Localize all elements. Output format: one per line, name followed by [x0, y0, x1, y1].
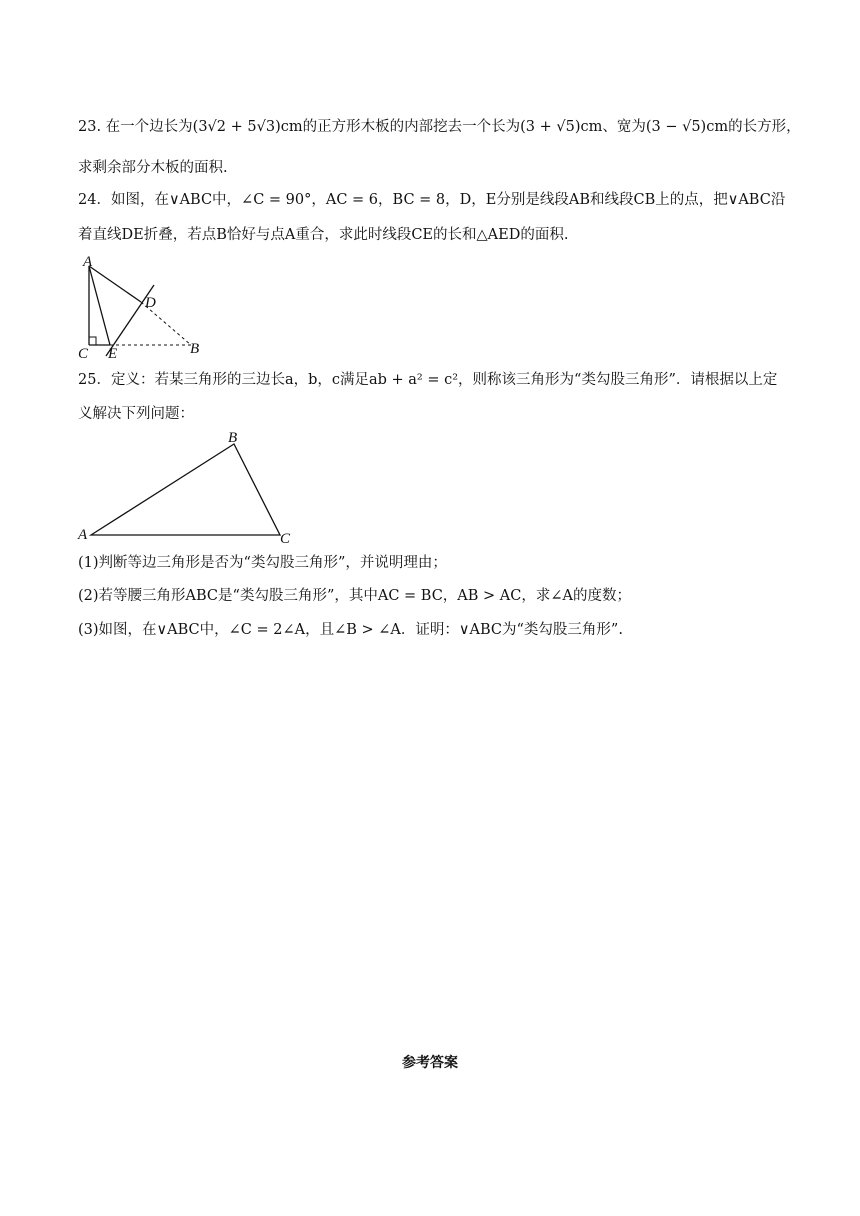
q25-figure	[74, 427, 304, 545]
q25-sub2: (2)若等腰三角形ABC是“类勾股三角形”，其中AC = BC，AB > AC，求∠A的度数；	[78, 588, 631, 604]
q24-line1: 24．如图，在∨ABC中，∠C = 90°，AC = 6，BC = 8，D，E分别是线段AB和线段CB上的点，把∨ABC沿	[78, 192, 786, 208]
answer-title: 参考答案	[402, 1055, 458, 1071]
label-D: D	[145, 295, 156, 311]
q24-figure	[74, 252, 214, 362]
triangle-ABC	[91, 444, 280, 535]
label-A: A	[83, 254, 93, 270]
q23-line2: 求剩余部分木板的面积.	[78, 160, 228, 176]
label-C: C	[280, 531, 291, 547]
q23-line1: 23. 在一个边长为(3√2 + 5√3)cm的正方形木板的内部挖去一个长为(3 + √5)cm、宽为(3 − √5)cm的长方形，	[78, 119, 801, 135]
label-E: E	[108, 346, 118, 362]
label-B: B	[228, 430, 238, 446]
label-C: C	[78, 346, 89, 362]
q25-line2: 义解决下列问题：	[78, 406, 194, 422]
label-A: A	[78, 527, 88, 543]
right-angle-mark	[89, 337, 96, 345]
q25-line1: 25．定义：若某三角形的三边长a，b，c满足ab + a² = c²，则称该三角形为“类勾股三角形”．请根据以上定	[78, 372, 778, 388]
label-B: B	[190, 341, 200, 357]
q25-sub3: (3)如图，在∨ABC中，∠C = 2∠A，且∠B > ∠A．证明：∨ABC为“类勾股三角形”.	[78, 622, 623, 638]
q25-sub1: (1)判断等边三角形是否为“类勾股三角形”，并说明理由；	[78, 555, 447, 571]
q24-line2: 着直线DE折叠，若点B恰好与点A重合，求此时线段CE的长和△AED的面积.	[78, 227, 569, 243]
